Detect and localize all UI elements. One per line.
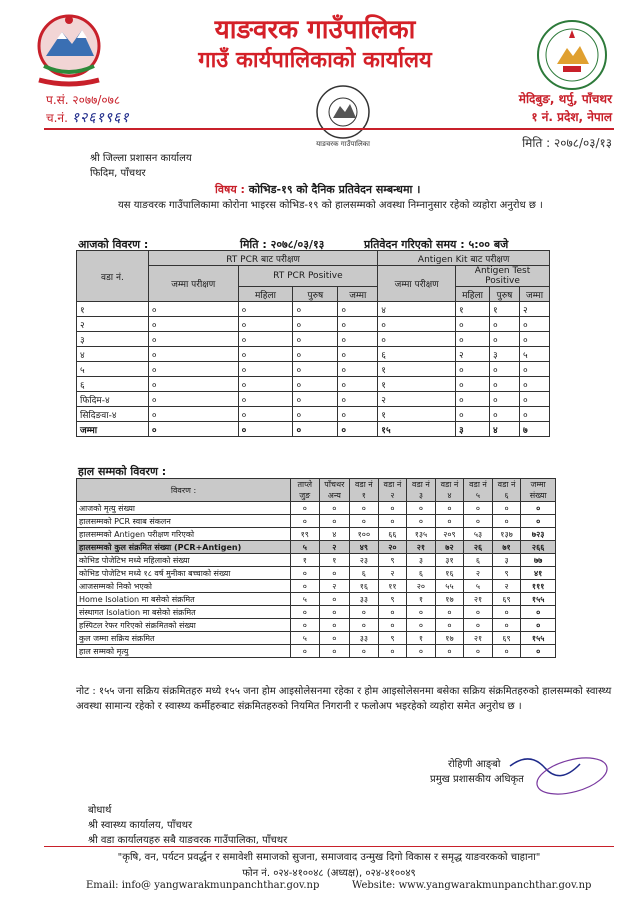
count-cell: ० [492,606,521,619]
count-cell: ६ [407,567,436,580]
count-cell: ४ [319,528,350,541]
count-cell: ९ [378,632,407,645]
count-cell: ० [238,332,293,347]
count-cell: ४ [378,302,456,317]
count-cell: ५ [464,580,493,593]
cumulative-header-cell: वडा नं ३ [407,479,436,502]
count-cell: २३ [350,554,379,567]
ref-cn-label: च.नं. [46,111,68,125]
count-cell: ९ [378,593,407,606]
count-cell: ६ [464,554,493,567]
count-cell: १५ [378,422,456,437]
count-cell: ० [350,606,379,619]
count-cell: १०० [350,528,379,541]
count-cell: ० [319,502,350,515]
count-cell: ७२ [435,541,464,554]
count-cell: ० [338,407,378,422]
count-cell: ० [456,362,490,377]
header-rt-total: जम्मा [338,287,378,302]
description-cell: आजसम्मको निको भएको [77,580,291,593]
ward-cell: ४ [77,347,149,362]
government-emblem-logo [24,8,114,92]
count-cell: १ [456,302,490,317]
footer-website: Website: www.yangwarakmunpanchthar.gov.np [352,880,592,891]
cumulative-header-cell: वडा नं ४ [435,479,464,502]
count-cell: ० [319,515,350,528]
count-cell: ० [293,407,338,422]
office-round-stamp [300,82,386,152]
ward-cell: ३ [77,332,149,347]
cumulative-header-row [77,479,556,502]
count-cell: ० [291,619,320,632]
count-cell: ० [519,377,549,392]
count-cell: १ [407,632,436,645]
cumulative-header-cell: ताप्ले जुङ [291,479,320,502]
header-ag-female: महिला [456,287,490,302]
count-cell: ० [238,407,293,422]
subject-label: विषय : [215,183,245,196]
cumulative-row [77,541,556,554]
count-cell: २०९ [435,528,464,541]
today-report-table [76,250,550,437]
count-cell: ० [148,407,238,422]
count-cell: ० [291,606,320,619]
cumulative-row [77,619,556,632]
count-cell: ० [464,645,493,658]
description-cell: कोभिड पोजेटिभ मध्ये महिलाको संख्या [77,554,291,567]
header-ag-total: जम्मा [519,287,549,302]
count-cell: ४१ [521,567,556,580]
count-cell: ० [148,422,238,437]
count-cell: ० [338,422,378,437]
cumulative-row [77,515,556,528]
count-cell: ० [291,502,320,515]
count-cell: ० [490,377,520,392]
description-cell: संस्थागत Isolation मा बसेको संक्रमित [77,606,291,619]
count-cell: ० [319,567,350,580]
count-cell: ५ [291,541,320,554]
count-cell: ० [407,515,436,528]
count-cell: ० [407,619,436,632]
ward-cell: ६ [77,377,149,392]
header-ag-male: पुरुष [490,287,520,302]
count-cell: ० [293,392,338,407]
count-cell: ० [238,392,293,407]
count-cell: ४ [490,422,520,437]
count-cell: ३१ [435,554,464,567]
count-cell: १ [378,377,456,392]
count-cell: ० [338,362,378,377]
count-cell: ० [521,619,556,632]
today-table-row [77,317,550,332]
description-cell: हस्पिटल रेफर गरिएको संक्रमितको संख्या [77,619,291,632]
header-rt-pcr-group: RT PCR बाट परीक्षण [148,251,377,266]
cumulative-table-head [77,479,556,502]
count-cell: ० [490,317,520,332]
count-cell: ० [456,332,490,347]
cumulative-row [77,502,556,515]
count-cell: ० [464,606,493,619]
header-rt-total-test: जम्मा परीक्षण [148,266,238,302]
date-value: २०७८/०३/१३ [553,136,612,150]
count-cell: ३३ [350,593,379,606]
count-cell: ५ [291,593,320,606]
count-cell: २ [519,302,549,317]
cc-label: बोधार्थ [88,805,112,816]
count-cell: ० [519,332,549,347]
count-cell: ९ [492,567,521,580]
count-cell: ० [407,606,436,619]
count-cell: १११ [521,580,556,593]
count-cell: ० [291,515,320,528]
description-cell: कोभिड पोजेटिभ मध्ये १८ वर्ष मुनीका बच्चाको संख्या [77,567,291,580]
cumulative-row [77,567,556,580]
count-cell: ३ [490,347,520,362]
count-cell: ० [293,302,338,317]
count-cell: ० [492,619,521,632]
cumulative-row [77,554,556,567]
office-title: गाउँ कार्यपालिकाको कार्यालय [198,48,432,73]
count-cell: २१ [407,541,436,554]
count-cell: ७२३ [521,528,556,541]
cumulative-section-label: हाल सम्मको विवरण : [78,465,167,478]
description-cell: हालसम्मको Antigen परीक्षण गरिएको [77,528,291,541]
count-cell: १ [407,593,436,606]
count-cell: ० [435,645,464,658]
count-cell: ० [521,606,556,619]
count-cell: ३ [407,554,436,567]
count-cell: ० [435,502,464,515]
municipality-seal [535,18,609,92]
count-cell: ० [492,502,521,515]
count-cell: ० [338,302,378,317]
count-cell: ० [521,502,556,515]
count-cell: ० [435,606,464,619]
cumulative-table [76,478,556,658]
count-cell: ३ [492,554,521,567]
count-cell: ५३ [464,528,493,541]
count-cell: १ [291,554,320,567]
count-cell: ६६ [378,528,407,541]
count-cell: २ [319,580,350,593]
header-ag-positive: Antigen Test Positive [456,266,550,287]
count-cell: २० [378,541,407,554]
footer-phone: फोन नं. ०२४-४१००४८ (अध्यक्ष), ०२४-४१००४९ [242,868,416,879]
count-cell: ० [293,347,338,362]
description-cell: आजको मृत्यु संख्या [77,502,291,515]
count-cell: ० [521,515,556,528]
count-cell: २६ [464,541,493,554]
count-cell: ० [238,377,293,392]
count-cell: १ [319,554,350,567]
count-cell: ० [464,515,493,528]
count-cell: १ [378,407,456,422]
body-paragraph: यस याङवरक गाउँपालिकामा कोरोना भाइरस कोभिड-१९ को हालसम्मको अवस्था निम्नानुसार रहेको व्यहोरा अनुरोध छ । [118,200,543,211]
count-cell: ० [407,502,436,515]
count-cell: ५ [291,632,320,645]
count-cell: ० [519,317,549,332]
count-cell: ० [338,347,378,362]
today-table-row [77,332,550,347]
count-cell: २ [456,347,490,362]
count-cell: ० [464,619,493,632]
count-cell: ० [378,515,407,528]
count-cell: ० [456,377,490,392]
today-table-row [77,377,550,392]
today-date: मिति : २०७८/०३/१३ [240,238,325,251]
cumulative-header-cell: वडा नं २ [378,479,407,502]
header-ward: वडा नं. [77,251,149,302]
count-cell: ५५ [435,580,464,593]
count-cell: ० [148,332,238,347]
count-cell: ६ [378,347,456,362]
count-cell: ६ [350,567,379,580]
count-cell: ० [291,645,320,658]
ward-cell: ५ [77,362,149,377]
count-cell: २० [407,580,436,593]
count-cell: ० [338,317,378,332]
count-cell: १३७ [492,528,521,541]
count-cell: ० [293,377,338,392]
recipient-line-2: फिदिम, पाँचथर [90,168,146,179]
header-divider [44,128,614,130]
municipality-title: याङवरक गाउँपालिका [214,15,416,45]
count-cell: ० [319,632,350,645]
count-cell: ० [456,317,490,332]
count-cell: ० [319,619,350,632]
cumulative-header-cell: विवरण : [77,479,291,502]
count-cell: २१ [464,632,493,645]
count-cell: २ [492,580,521,593]
count-cell: ० [490,362,520,377]
signatory-name: रोहिणी आङ्बो [448,759,501,770]
count-cell: २ [319,541,350,554]
count-cell: ० [319,645,350,658]
count-cell: ० [350,502,379,515]
count-cell: ० [492,515,521,528]
count-cell: १६ [350,580,379,593]
count-cell: १७ [435,632,464,645]
count-cell: ० [238,422,293,437]
count-cell: ० [291,567,320,580]
count-cell: ० [148,377,238,392]
count-cell: ० [293,317,338,332]
address-line-2: १ नं. प्रदेश, नेपाल [531,110,612,124]
count-cell: ० [490,332,520,347]
cumulative-row [77,580,556,593]
date-label: मिति : [522,136,551,150]
count-cell: १३५ [407,528,436,541]
description-cell: कुल जम्मा सक्रिय संक्रमित [77,632,291,645]
count-cell: ० [378,645,407,658]
count-cell: ० [435,515,464,528]
cumulative-row [77,593,556,606]
count-cell: ० [378,502,407,515]
count-cell: ० [350,619,379,632]
count-cell: ३ [456,422,490,437]
cc-line-2: श्री वडा कार्यालयहरु सबै याङवरक गाउँपालिका, पाँचथर [88,835,288,846]
today-table-row [77,422,550,437]
count-cell: १५५ [521,593,556,606]
cumulative-row [77,528,556,541]
count-cell: ० [148,392,238,407]
today-table-row [77,362,550,377]
today-table-body [77,302,550,437]
count-cell: ० [378,606,407,619]
count-cell: ० [378,332,456,347]
address-line-1: मेदिबुङ, थर्पु, पाँचथर [518,92,612,106]
count-cell: ० [293,362,338,377]
count-cell: ० [464,502,493,515]
ward-cell: फिदिम-४ [77,392,149,407]
count-cell: १ [378,362,456,377]
cumulative-header-cell: वडा नं १ [350,479,379,502]
count-cell: ० [519,362,549,377]
ref-ps-label: प.सं. [46,93,69,107]
cumulative-header-cell: जम्मा संख्या [521,479,556,502]
cumulative-header-cell: पाँचथर अन्य [319,479,350,502]
count-cell: ० [490,392,520,407]
count-cell: ७ [519,422,549,437]
count-cell: ० [456,407,490,422]
count-cell: १ [490,302,520,317]
count-cell: ० [148,362,238,377]
count-cell: ० [319,593,350,606]
count-cell: ० [378,619,407,632]
cumulative-header-cell: वडा नं ६ [492,479,521,502]
description-cell: हालसम्मको PCR स्वाब संकलन [77,515,291,528]
count-cell: ० [407,645,436,658]
subject-text: कोभिड-१९ को दैनिक प्रतिवेदन सम्बन्धमा । [248,183,421,196]
count-cell: २ [464,567,493,580]
count-cell: ० [291,580,320,593]
count-cell: ० [238,317,293,332]
count-cell: ० [148,347,238,362]
count-cell: ० [350,515,379,528]
report-time: प्रतिवेदन गरिएको समय : ५:०० बजे [364,238,509,251]
header-antigen-group: Antigen Kit बाट परीक्षण [378,251,550,266]
footer-email: Email: info@ yangwarakmunpanchthar.gov.np [86,880,320,891]
header-ag-total-test: जम्मा परीक्षण [378,266,456,302]
count-cell: ६९ [492,593,521,606]
count-cell: ० [521,645,556,658]
ward-cell: जम्मा [77,422,149,437]
cc-line-1: श्री स्वास्थ्य कार्यालय, पाँचथर [88,820,193,831]
today-table-row [77,302,550,317]
count-cell: ७१ [492,541,521,554]
description-cell: Home Isolation मा बसेको संक्रमित [77,593,291,606]
count-cell: २६६ [521,541,556,554]
ref-ps-value: २०७७/०७८ [72,93,121,107]
header-rt-positive: RT PCR Positive [238,266,378,287]
count-cell: ० [492,645,521,658]
count-cell: २ [378,392,456,407]
count-cell: ० [338,332,378,347]
cumulative-row [77,632,556,645]
count-cell: ५ [519,347,549,362]
ward-cell: २ [77,317,149,332]
signatory-title: प्रमुख प्रशासकीय अधिकृत [430,774,524,785]
header-rt-female: महिला [238,287,293,302]
count-cell: १७ [435,593,464,606]
count-cell: ० [519,392,549,407]
today-table-row [77,407,550,422]
count-cell: ० [148,317,238,332]
count-cell: ० [148,302,238,317]
today-table-row [77,347,550,362]
count-cell: ० [456,392,490,407]
description-cell: हाल सम्मको मृत्यु [77,645,291,658]
ward-cell: १ [77,302,149,317]
count-cell: ० [338,392,378,407]
count-cell: १६ [435,567,464,580]
cumulative-header-cell: वडा नं ५ [464,479,493,502]
count-cell: ४९ [350,541,379,554]
count-cell: ० [338,377,378,392]
count-cell: ० [238,362,293,377]
count-cell: ७७ [521,554,556,567]
note-paragraph: नोट : १५५ जना सक्रिय संक्रमितहरु मध्ये १५५ जना होम आइसोलेसनमा रहेका र होम आइसोलेसनमा बसेका सक्रिय संक्रमितहरुको हालसम्मको स्वास्थ्य अवस्था सामान्य रहेको र स्वास्थ्य कर्मीहरुबाट संक्रमितहरुको नियमित निगरानी र फलोअप भइरहेको व्यहोरा समेत अनुरोध छ । [76,686,612,712]
count-cell: २१ [464,593,493,606]
ref-cn-handwritten: १२६१९६१ [71,110,130,126]
footer-motto: "कृषि, वन, पर्यटन प्रवर्द्धन र समावेशी समाजको सुजना, समाजवाद उन्मुख दिगो विकास र समृद्ध याङवरकको चाहाना" [117,852,541,863]
count-cell: ० [435,619,464,632]
count-cell: ० [293,422,338,437]
count-cell: ३३ [350,632,379,645]
count-cell: ६९ [492,632,521,645]
cumulative-table-body [77,502,556,658]
cumulative-row [77,606,556,619]
count-cell: ० [293,332,338,347]
count-cell: १९ [291,528,320,541]
cumulative-row [77,645,556,658]
count-cell: ० [238,302,293,317]
recipient-line-1: श्री जिल्ला प्रशासन कार्यालय [90,153,192,164]
count-cell: १५५ [521,632,556,645]
today-section-label: आजको विवरण : [78,238,149,251]
count-cell: ९ [378,554,407,567]
count-cell: ० [519,407,549,422]
count-cell: २ [378,567,407,580]
today-table-row [77,392,550,407]
footer-divider [44,846,614,847]
ward-cell: सिदिङवा-४ [77,407,149,422]
count-cell: ० [378,317,456,332]
description-cell: हालसम्मको कुल संक्रमित संख्या (PCR+Antigen) [77,541,291,554]
count-cell: ० [319,606,350,619]
count-cell: ० [350,645,379,658]
header-rt-male: पुरुष [293,287,338,302]
count-cell: ० [238,347,293,362]
count-cell: ० [490,407,520,422]
stamp-text: याङवरक गाउँपालिका [316,140,370,148]
count-cell: ११ [378,580,407,593]
